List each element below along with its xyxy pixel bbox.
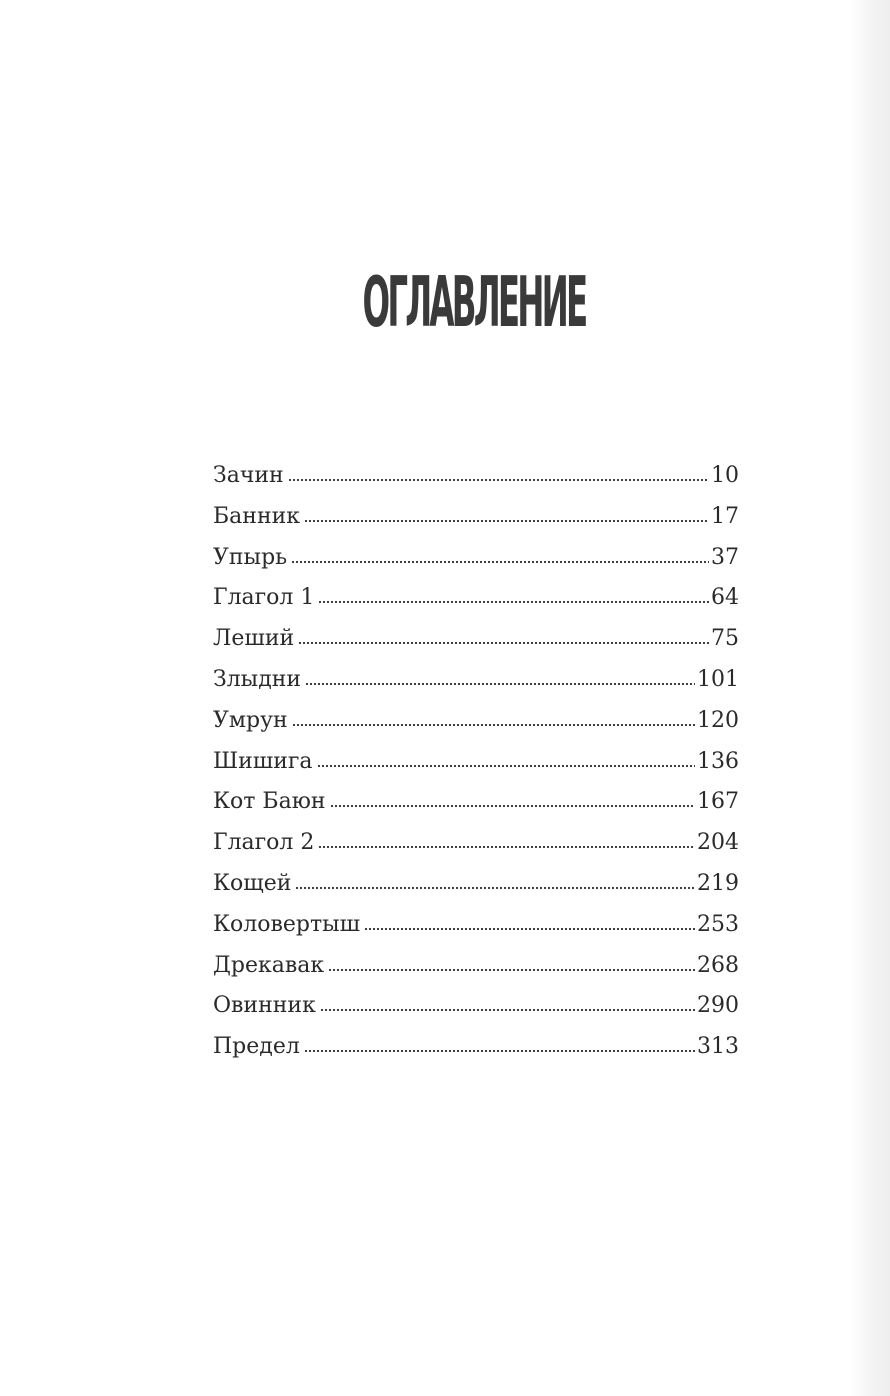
toc-entry-page-number: 17 [711,503,739,529]
toc-entry [213,660,739,701]
toc-entry-title: Леший [213,626,295,652]
dot-leader [305,664,695,686]
toc-entry-title: Шишига [213,748,313,774]
toc-entry [213,578,739,619]
toc-entry [213,986,739,1027]
dot-leader [295,868,695,890]
toc-entry-title: Кощей [213,870,292,896]
dot-leader [298,623,709,645]
toc-entry-page-number: 120 [697,707,739,733]
dot-leader [330,786,695,808]
dot-leader [328,950,695,972]
toc-entry-title: Банник [213,503,301,529]
toc-entry-title: Коловертыш [213,911,361,937]
page-title: ОГЛАВЛЕНИЕ [362,261,586,343]
toc-entry-page-number: 37 [711,544,739,570]
toc-entry-page-number: 253 [697,911,739,937]
toc-entry [213,1027,739,1068]
toc-entry-title: Упырь [213,544,288,570]
toc-entry-page-number: 290 [697,993,739,1019]
toc-entry [213,742,739,783]
dot-leader [318,582,709,604]
toc-entry-page-number: 75 [711,626,739,652]
toc-entry [213,782,739,823]
toc-entry [213,946,739,987]
toc-entry [213,538,739,579]
toc-entry-title: Предел [213,1034,300,1060]
toc-entry [213,701,739,742]
toc-entry-title: Злыдни [213,666,302,692]
toc-entry-page-number: 268 [697,952,739,978]
toc-entry-title: Дрекавак [213,952,325,978]
toc-entry-page-number: 204 [697,830,739,856]
toc-entry-page-number: 313 [697,1034,739,1060]
toc-entry-page-number: 101 [697,666,739,692]
toc-entry [213,823,739,864]
dot-leader [304,1031,695,1053]
toc-entry-page-number: 136 [697,748,739,774]
dot-leader [288,460,709,482]
toc-entry-page-number: 167 [697,789,739,815]
toc-entry-title: Глагол 2 [213,830,315,856]
toc-entry-title: Овинник [213,993,316,1019]
toc-entry [213,905,739,946]
toc-entry [213,497,739,538]
dot-leader [320,990,695,1012]
toc-entry-page-number: 10 [711,463,739,488]
toc-entry [213,864,739,905]
toc-entry-page-number: 219 [697,870,739,896]
toc-entry [213,619,739,660]
dot-leader [292,705,695,727]
toc-entry [213,456,739,497]
toc-entry-title: Кот Баюн [213,789,326,815]
table-of-contents [213,456,739,1068]
dot-leader [364,909,695,931]
dot-leader [318,827,695,849]
toc-entry-title: Глагол 1 [213,585,315,611]
dot-leader [291,542,709,564]
toc-entry-title: Зачин [213,463,284,488]
dot-leader [317,746,695,768]
toc-entry-title: Умрун [213,707,288,733]
toc-entry-page-number: 64 [711,585,739,611]
dot-leader [304,501,709,523]
